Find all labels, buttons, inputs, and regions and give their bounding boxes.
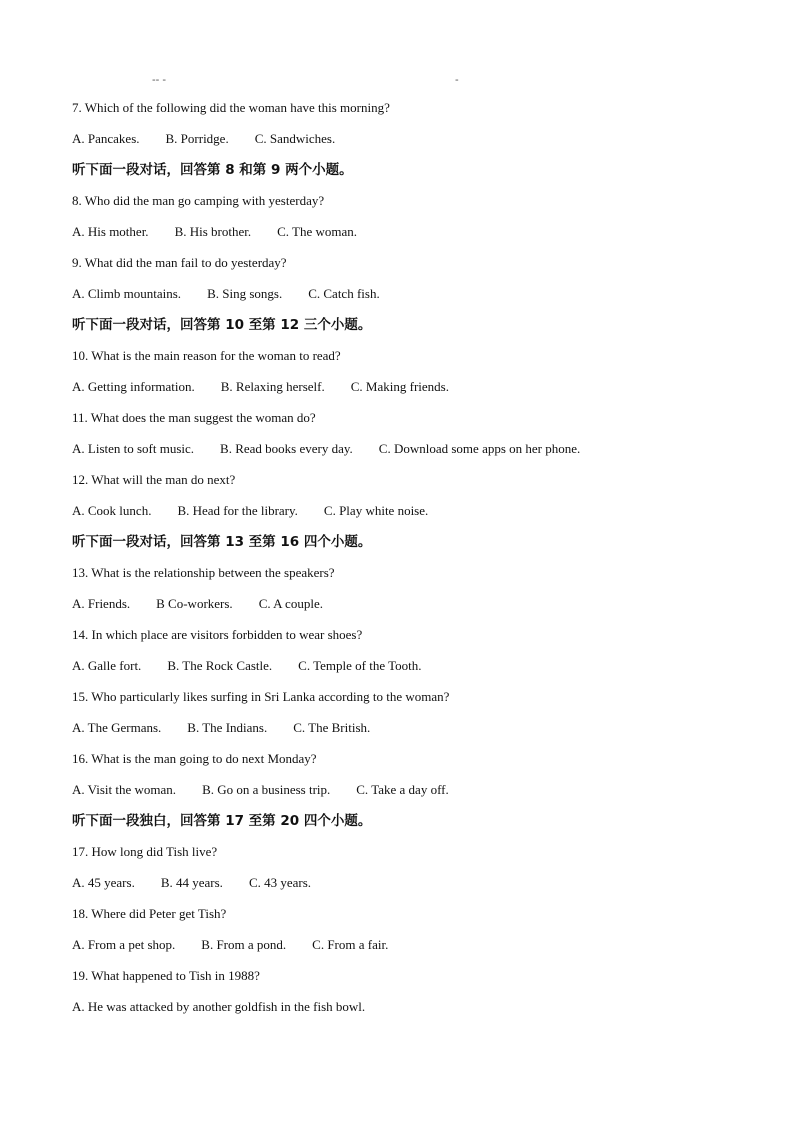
question-text: 18. Where did Peter get Tish?	[72, 906, 227, 921]
question-text: 9. What did the man fail to do yesterday?	[72, 255, 287, 270]
answer-options	[72, 871, 752, 902]
answer-option: B. From a pond.	[201, 937, 287, 952]
answer-option: A. Galle fort.	[72, 658, 142, 673]
answer-options	[72, 654, 752, 685]
question-text: 19. What happened to Tish in 1988?	[72, 968, 260, 983]
answer-options	[72, 127, 752, 158]
answer-option: C. Sandwiches.	[254, 131, 336, 146]
question-text: 7. Which of the following did the woman have this morning?	[72, 100, 390, 115]
section-instruction: 听下面一段对话，回答第 8 和第 9 两个小题。	[72, 162, 353, 178]
section-instruction: 听下面一段对话，回答第 13 至第 16 四个小题。	[72, 534, 372, 550]
header-mark-right: -	[455, 74, 459, 86]
question-text: 13. What is the relationship between the speakers?	[72, 565, 335, 580]
answer-option: B. The Rock Castle.	[167, 658, 273, 673]
answer-option: C. The woman.	[277, 224, 358, 239]
answer-option: B. Read books every day.	[220, 441, 353, 456]
answer-options	[72, 375, 752, 406]
answer-option: B. Porridge.	[165, 131, 229, 146]
question-text: 11. What does the man suggest the woman do?	[72, 410, 316, 425]
answer-option: C. From a fair.	[312, 937, 389, 952]
answer-option: B. 44 years.	[160, 875, 223, 890]
answer-option: A. Climb mountains.	[72, 286, 182, 301]
answer-options	[72, 995, 752, 1026]
answer-option: B. Head for the library.	[177, 503, 298, 518]
answer-option: A. Listen to soft music.	[72, 441, 195, 456]
answer-option: A. He was attacked by another goldfish in the fish bowl.	[72, 999, 366, 1014]
section-instruction: 听下面一段对话，回答第 10 至第 12 三个小题。	[72, 317, 372, 333]
question-text: 16. What is the man going to do next Monday?	[72, 751, 317, 766]
answer-option: B. The Indians.	[187, 720, 268, 735]
answer-option: A. Pancakes.	[72, 131, 140, 146]
answer-option: C. Making friends.	[350, 379, 449, 394]
answer-option: A. The Germans.	[72, 720, 162, 735]
answer-option: B. Relaxing herself.	[220, 379, 325, 394]
question-text: 8. Who did the man go camping with yesterday?	[72, 193, 325, 208]
question-text: 15. Who particularly likes surfing in Sri Lanka according to the woman?	[72, 689, 450, 704]
answer-options	[72, 282, 752, 313]
question-text: 17. How long did Tish live?	[72, 844, 218, 859]
question-text: 12. What will the man do next?	[72, 472, 236, 487]
answer-option: A. Cook lunch.	[72, 503, 152, 518]
question-text: 10. What is the main reason for the woman to read?	[72, 348, 341, 363]
answer-options	[72, 778, 752, 809]
header-mark-left: -- -	[152, 74, 167, 86]
answer-option: A. Visit the woman.	[72, 782, 177, 797]
answer-option: A. His mother.	[72, 224, 149, 239]
answer-option: A. Friends.	[72, 596, 131, 611]
answer-options	[72, 716, 752, 747]
answer-option: A. Getting information.	[72, 379, 195, 394]
answer-option: C. 43 years.	[248, 875, 312, 890]
section-instruction: 听下面一段独白，回答第 17 至第 20 四个小题。	[72, 813, 372, 829]
answer-options	[72, 220, 752, 251]
question-text: 14. In which place are visitors forbidden to wear shoes?	[72, 627, 363, 642]
answer-options	[72, 499, 752, 530]
answer-option: C. The British.	[293, 720, 371, 735]
answer-option: B. Sing songs.	[207, 286, 283, 301]
question-list	[72, 96, 752, 1026]
answer-option: B. Go on a business trip.	[202, 782, 331, 797]
answer-option: C. Play white noise.	[323, 503, 429, 518]
answer-option: C. A couple.	[258, 596, 323, 611]
answer-option: B Co-workers.	[156, 596, 233, 611]
answer-option: C. Catch fish.	[308, 286, 380, 301]
answer-option: A. From a pet shop.	[72, 937, 176, 952]
answer-option: A. 45 years.	[72, 875, 135, 890]
header-marks	[0, 74, 794, 86]
answer-option: C. Temple of the Tooth.	[298, 658, 422, 673]
answer-options	[72, 592, 752, 623]
answer-option: C. Take a day off.	[356, 782, 449, 797]
answer-options	[72, 437, 752, 468]
answer-option: B. His brother.	[174, 224, 252, 239]
answer-option: C. Download some apps on her phone.	[378, 441, 581, 456]
answer-options	[72, 933, 752, 964]
